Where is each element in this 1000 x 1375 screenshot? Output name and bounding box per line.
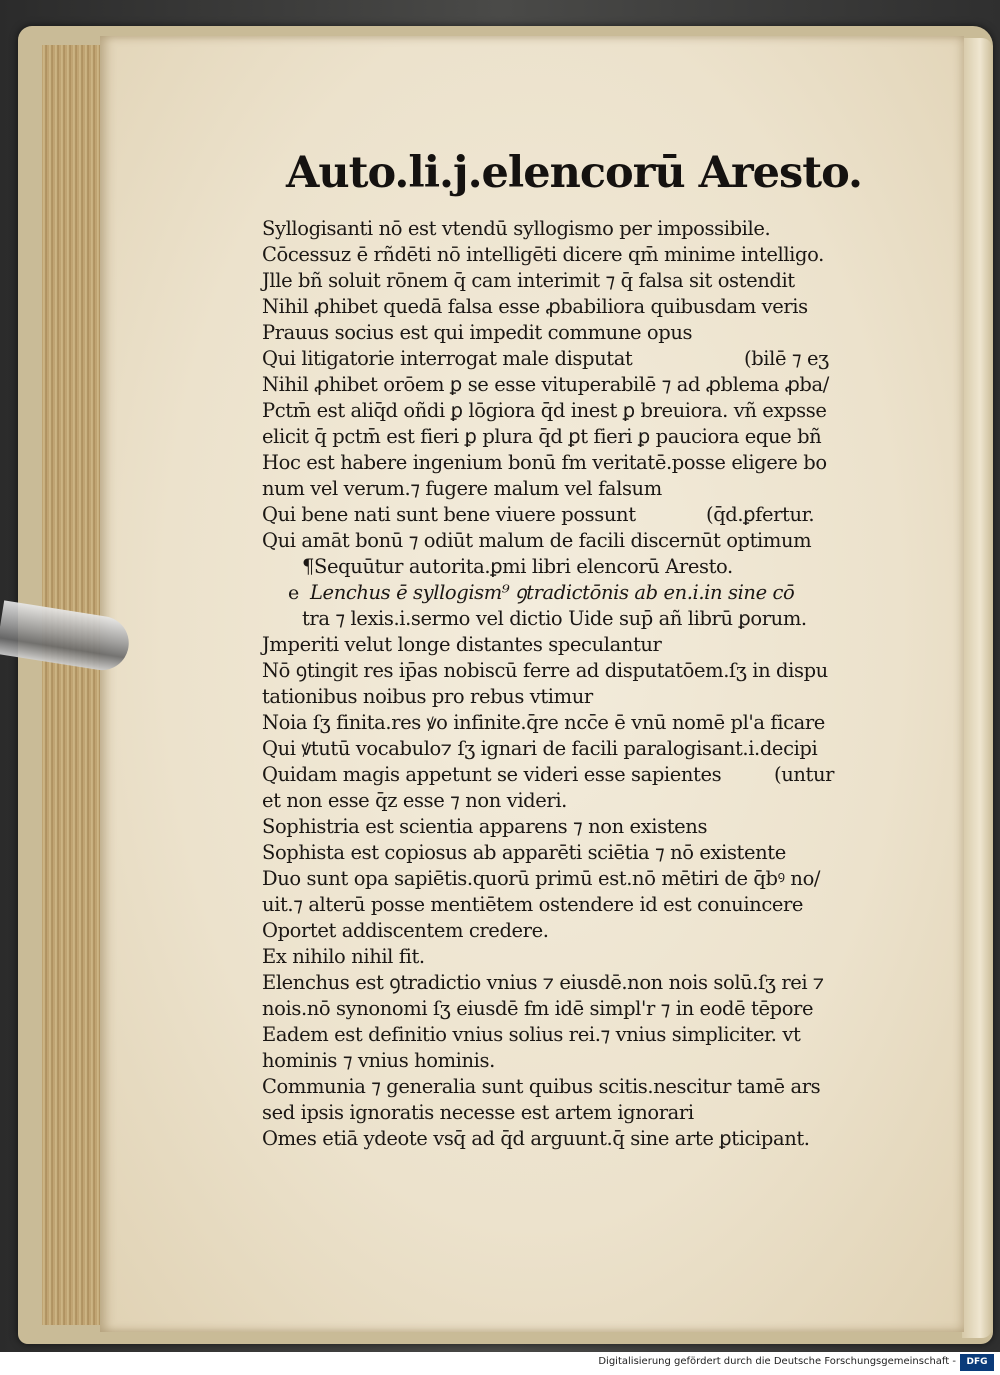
text-line: Hoc est habere ingenium bonū fm veritatē.posse eligere bo [262, 451, 827, 474]
text-line: Qui litigatorie interrogat male disputat [262, 347, 633, 370]
text-line: hominis ⁊ vnius hominis. [262, 1049, 495, 1072]
text-line: Elenchus est ꝯtradictio vnius ⁊ eiusdē.non nois solū.ſʒ rei ⁊ [262, 971, 824, 994]
text-line: Cōcessuz ē rñdēti nō intelligēti dicere qm̄ minime intelligo. [262, 243, 824, 266]
text-line: Syllogisanti nō est vtendū syllogismo per impossibile. [262, 217, 771, 240]
text-line: Ex nihilo nihil fit. [262, 945, 425, 968]
marginal-continuation: (q̄d.ꝑfertur. [706, 503, 815, 526]
text-line: Lenchus ē syllogism⁹ ꝯtradictōnis ab en.i.in sine cō [310, 581, 795, 604]
text-line: uit.⁊ alterū posse mentiētem ostendere id est conuincere [262, 893, 804, 916]
text-line: Nō ꝯtingit res ip̄as nobiscū ferre ad disputatōem.ſʒ in dispu [262, 659, 828, 682]
text-line: Pctm̄ est aliq̄d oñdi ꝑ lōgiora q̄d inest ꝑ breuiora. vñ expsse [262, 399, 827, 422]
text-line: Noia ſʒ finita.res ꝟo infinite.q̄re ncc̄e ē vnū nomē pl'a ficare [262, 711, 825, 734]
text-line: Sophista est copiosus ab apparēti sciētia ⁊ nō existente [262, 841, 786, 864]
text-line: Nihil ꝓhibet quedā falsa esse ꝓbabiliora quibusdam veris [262, 295, 808, 318]
text-line: Communia ⁊ generalia sunt quibus scitis.nescitur tamē ars [262, 1075, 821, 1098]
text-line: Nihil ꝓhibet orōem ꝑ se esse vituperabilē ⁊ ad ꝓblema ꝓba/ [262, 373, 829, 396]
text-line: Qui ꝟtutū vocabulo⁊ ſʒ ignari de facili paralogisant.i.decipi [262, 737, 818, 760]
text-line: Qui bene nati sunt bene viuere possunt [262, 503, 636, 526]
text-line: tationibus noibus pro rebus vtimur [262, 685, 593, 708]
text-line: Duo sunt opa sapiētis.quorū primū est.nō mētiri de q̄bꝰ no/ [262, 867, 821, 890]
marginal-continuation: (bilē ⁊ eʒ [744, 347, 829, 370]
page-heading: Auto.li.j.elencorū Aresto. [286, 148, 862, 198]
text-line: elicit q̄ pctm̄ est fieri ꝑ plura q̄d ꝑt fieri ꝑ pauciora eque bñ [262, 425, 822, 448]
text-line: Jlle bñ soluit rōnem q̄ cam interimit ⁊ q̄ falsa sit ostendit [262, 269, 795, 292]
funding-credit: Digitalisierung gefördert durch die Deutsche Forschungsgemeinschaft - [598, 1356, 956, 1367]
text-line: tra ⁊ lexis.i.sermo vel dictio Uide sup̄ añ librū ꝑorum. [302, 607, 807, 630]
text-line: Qui amāt bonū ⁊ odiūt malum de facili discernūt optimum [262, 529, 812, 552]
text-line: Omes etiā ydeote vsq̄ ad q̄d arguunt.q̄ sine arte ꝑticipant. [262, 1127, 810, 1150]
text-line: Eadem est definitio vnius solius rei.⁊ vnius simpliciter. vt [262, 1023, 801, 1046]
initial-letter: e [288, 582, 300, 604]
text-line: num vel verum.⁊ fugere malum vel falsum [262, 477, 662, 500]
text-line: Jmperiti velut longe distantes speculantur [262, 633, 662, 656]
text-line: Prauus socius est qui impedit commune opus [262, 321, 693, 344]
text-line: sed ipsis ignoratis necesse est artem ignorari [262, 1101, 694, 1124]
dfg-logo-icon: DFG [960, 1354, 994, 1371]
text-line: Oportet addiscentem credere. [262, 919, 549, 942]
facing-page-edge [962, 38, 992, 1338]
section-heading: ¶Sequūtur autorita.ꝑmi libri elencorū Aresto. [302, 555, 733, 578]
text-line: nois.nō synonomi ſʒ eiusdē fm idē simpl'r ⁊ in eodē tēpore [262, 997, 814, 1020]
text-line: Quidam magis appetunt se videri esse sapientes [262, 763, 722, 786]
text-line: et non esse q̄z esse ⁊ non videri. [262, 789, 567, 812]
text-line: Sophistria est scientia apparens ⁊ non existens [262, 815, 708, 838]
marginal-continuation: (untur [774, 763, 835, 786]
page-edges [42, 45, 106, 1325]
